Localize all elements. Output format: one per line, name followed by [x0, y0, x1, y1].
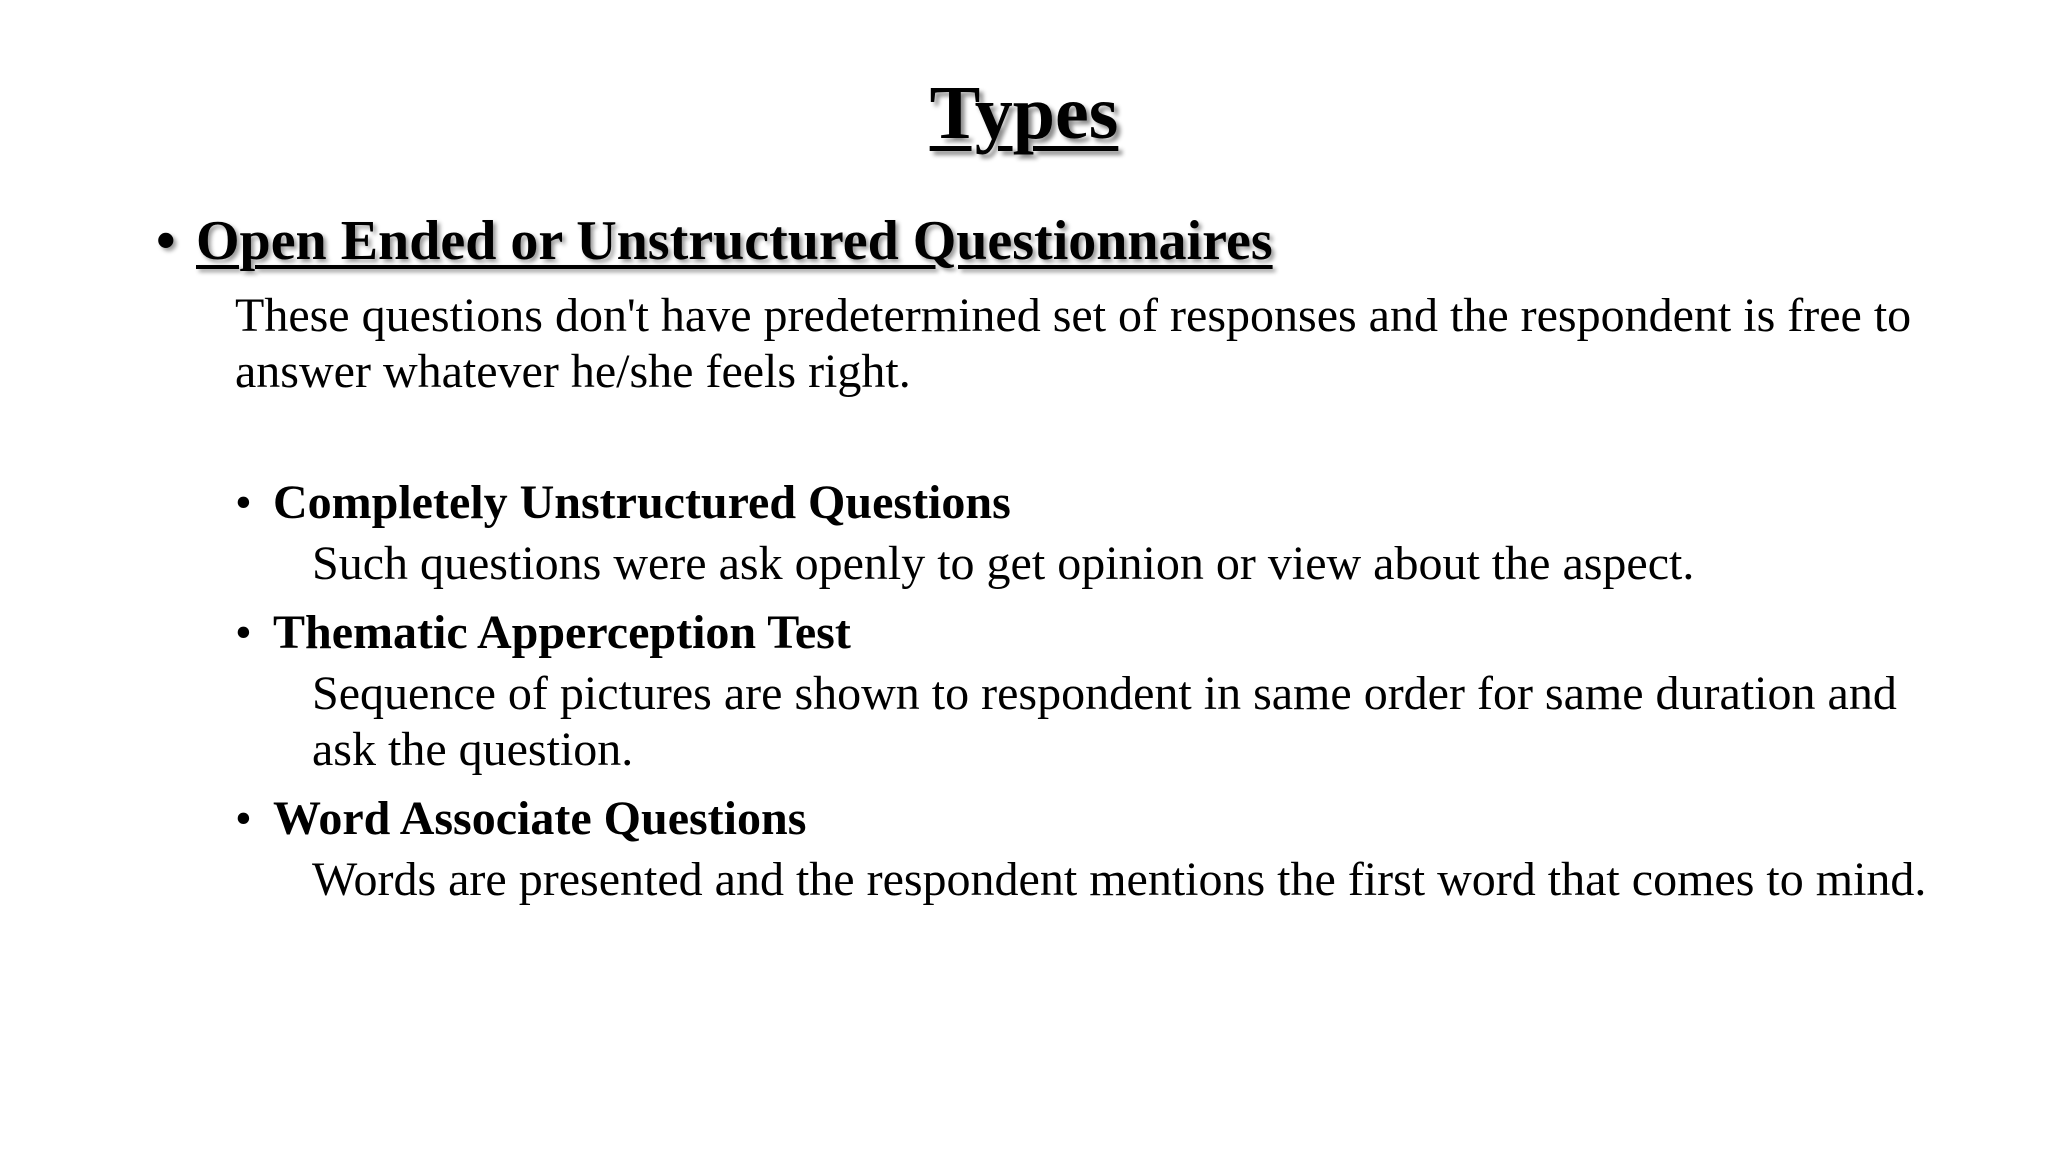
- sub-bullet-description: Words are presented and the respondent mentions the first word that comes to mind.: [312, 853, 1927, 906]
- sub-bullet-label: Thematic Apperception Test: [273, 606, 851, 659]
- sub-bullet-item: [235, 786, 1955, 908]
- sub-bullet-label: Word Associate Questions: [273, 792, 807, 845]
- sub-bullet-heading: [235, 786, 1955, 852]
- sub-bullet-item: [235, 600, 1955, 778]
- sub-bullet-item: [235, 470, 1955, 592]
- sub-bullet-heading: [235, 600, 1955, 666]
- sub-bullet-label: Completely Unstructured Questions: [273, 476, 1011, 529]
- main-bullet: [156, 208, 1273, 275]
- sub-bullet-description: Sequence of pictures are shown to respondent in same order for same duration and ask the question.: [312, 667, 1897, 776]
- main-bullet-description: These questions don't have predetermined set of responses and the respondent is free to answer whatever he/she feels right.: [235, 289, 1912, 398]
- bullet-icon: •: [235, 606, 252, 659]
- bullet-icon: •: [156, 210, 176, 272]
- main-bullet-label: Open Ended or Unstructured Questionnaires: [196, 210, 1273, 272]
- bullet-icon: •: [235, 476, 252, 529]
- slide-title: Types: [929, 71, 1119, 155]
- sub-bullet-list: [235, 470, 1955, 916]
- sub-bullet-description: Such questions were ask openly to get opinion or view about the aspect.: [312, 537, 1695, 590]
- bullet-icon: •: [235, 792, 252, 845]
- sub-bullet-heading: [235, 470, 1955, 536]
